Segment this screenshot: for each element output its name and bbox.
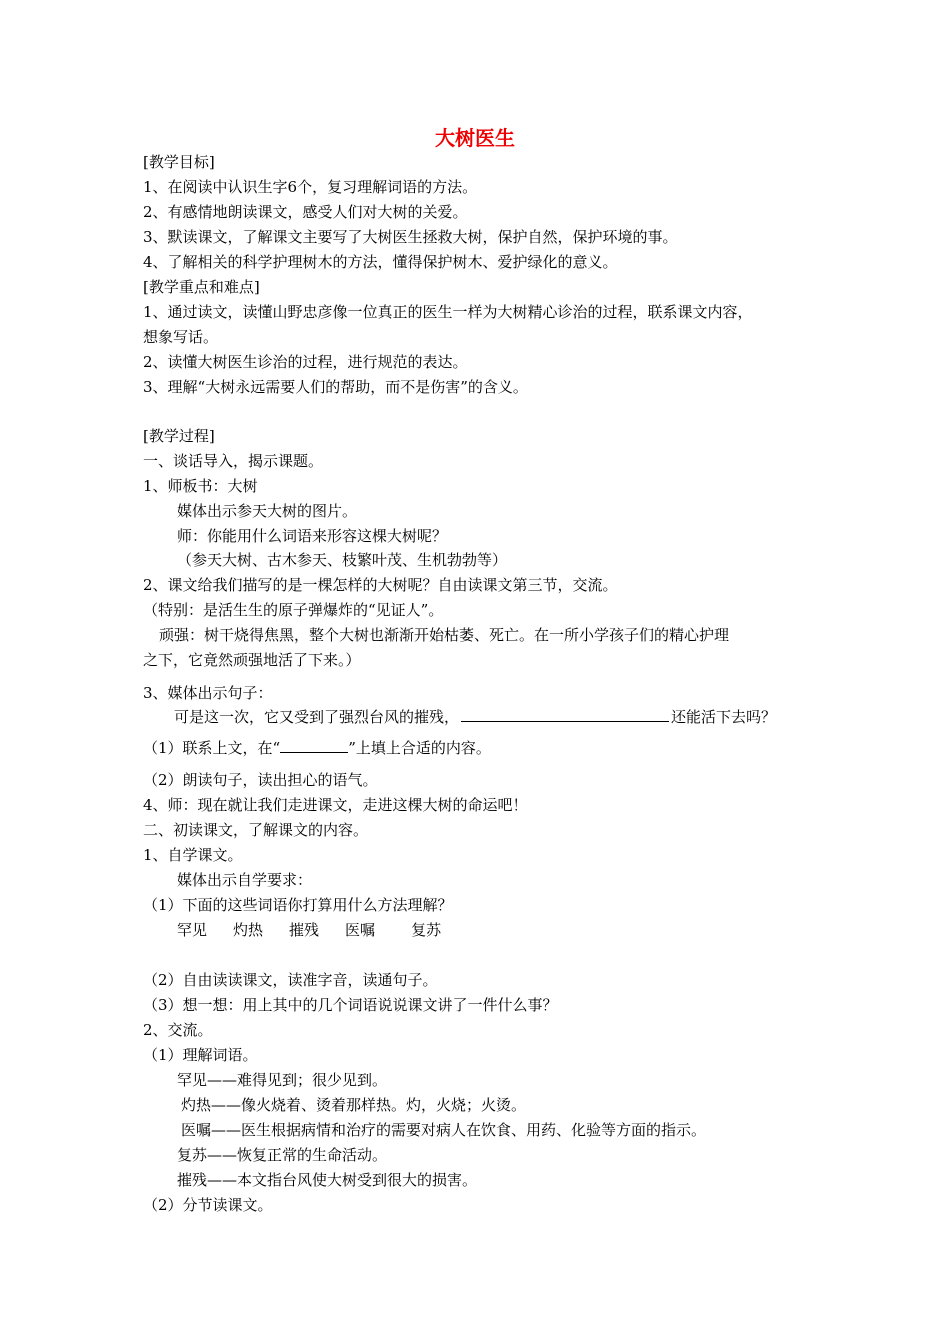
goal-item: 3、默读课文，了解课文主要写了大树医生拯救大树，保护自然，保护环境的事。 [143,228,678,246]
step-line: 师：你能用什么词语来形容这棵大树呢？ [177,527,448,545]
fill-instruction-start: （1）联系上文，在“ [143,739,281,757]
step-line-cont: 之下，它竟然顽强地活了下来。） [143,651,361,669]
word-list [177,920,467,940]
doc-title: 大树医生 [435,126,515,150]
step-line: （3）想一想：用上其中的几个词语说说课文讲了一件什么事？ [143,996,558,1014]
fill-blank-short [280,738,348,753]
step-line: 顽强：树干烧得焦黑，整个大树也渐渐开始枯萎、死亡。在一所小学孩子们的精心护理 [159,626,730,644]
goal-item: 4、了解相关的科学护理树木的方法，懂得保护树木、爱护绿化的意义。 [143,253,618,271]
word-item: 罕见 [177,921,208,939]
goals-heading: [教学目标] [143,153,215,171]
section-heading: 二、初读课文，了解课文的内容。 [143,821,369,839]
step-line: 2、课文给我们描写的是一棵怎样的大树呢？自由读课文第三节，交流。 [143,576,618,594]
step-line: 2、交流。 [143,1021,213,1039]
fill-blank-long [461,707,669,722]
fill-sentence-end: 还能活下去吗？ [671,708,777,726]
step-line: （2）分节读课文。 [143,1196,273,1214]
focus-item-cont: 想象写话。 [143,328,219,346]
word-item: 摧残 [289,921,320,939]
step-line: 媒体出示自学要求： [177,871,313,889]
goal-item: 2、有感情地朗读课文，感受人们对大树的关爱。 [143,203,468,221]
fill-sentence [174,707,776,727]
fill-instruction [143,738,491,758]
definition-line: 医嘱——医生根据病情和治疗的需要对病人在饮食、用药、化验等方面的指示。 [181,1121,707,1139]
step-line: 3、媒体出示句子： [143,684,273,702]
step-line: （1）理解词语。 [143,1046,258,1064]
step-line: 媒体出示参天大树的图片。 [177,502,358,520]
definition-line: 灼热——像火烧着、烫着那样热。灼，火烧；火烫。 [181,1096,527,1114]
focus-item: 1、通过读文，读懂山野忠彦像一位真正的医生一样为大树精心诊治的过程，联系课文内容， [143,303,753,321]
word-item: 医嘱 [345,921,376,939]
fill-sentence-start: 可是这一次，它又受到了强烈台风的摧残， [174,708,460,726]
definition-line: 复苏——恢复正常的生命活动。 [177,1146,388,1164]
step-line: （1）下面的这些词语你打算用什么方法理解？ [143,896,453,914]
definition-line: 罕见——难得见到；很少见到。 [177,1071,388,1089]
step-line: 4、师：现在就让我们走进课文，走进这棵大树的命运吧！ [143,796,528,814]
focus-heading: [教学重点和难点] [143,278,260,296]
goal-item: 1、在阅读中认识生字6个，复习理解词语的方法。 [143,178,478,196]
focus-item: 2、读懂大树医生诊治的过程，进行规范的表达。 [143,353,468,371]
process-heading: [教学过程] [143,427,215,445]
definition-line: 摧残——本文指台风使大树受到很大的损害。 [177,1171,478,1189]
step-line: （参天大树、古木参天、枝繁叶茂、生机勃勃等） [177,551,508,569]
step-line: 1、自学课文。 [143,846,243,864]
focus-item: 3、理解“大树永远需要人们的帮助，而不是伤害”的含义。 [143,378,528,396]
word-item: 灼热 [233,921,264,939]
fill-instruction-end: ”上填上合适的内容。 [348,739,491,757]
step-line: （2）自由读读课文，读准字音，读通句子。 [143,971,438,989]
step-line: 1、师板书：大树 [143,477,258,495]
word-item: 复苏 [411,921,442,939]
step-line: （2）朗读句子，读出担心的语气。 [143,771,378,789]
section-heading: 一、谈话导入，揭示课题。 [143,452,324,470]
step-line: （特别：是活生生的原子弹爆炸的“见证人”。 [143,601,444,619]
